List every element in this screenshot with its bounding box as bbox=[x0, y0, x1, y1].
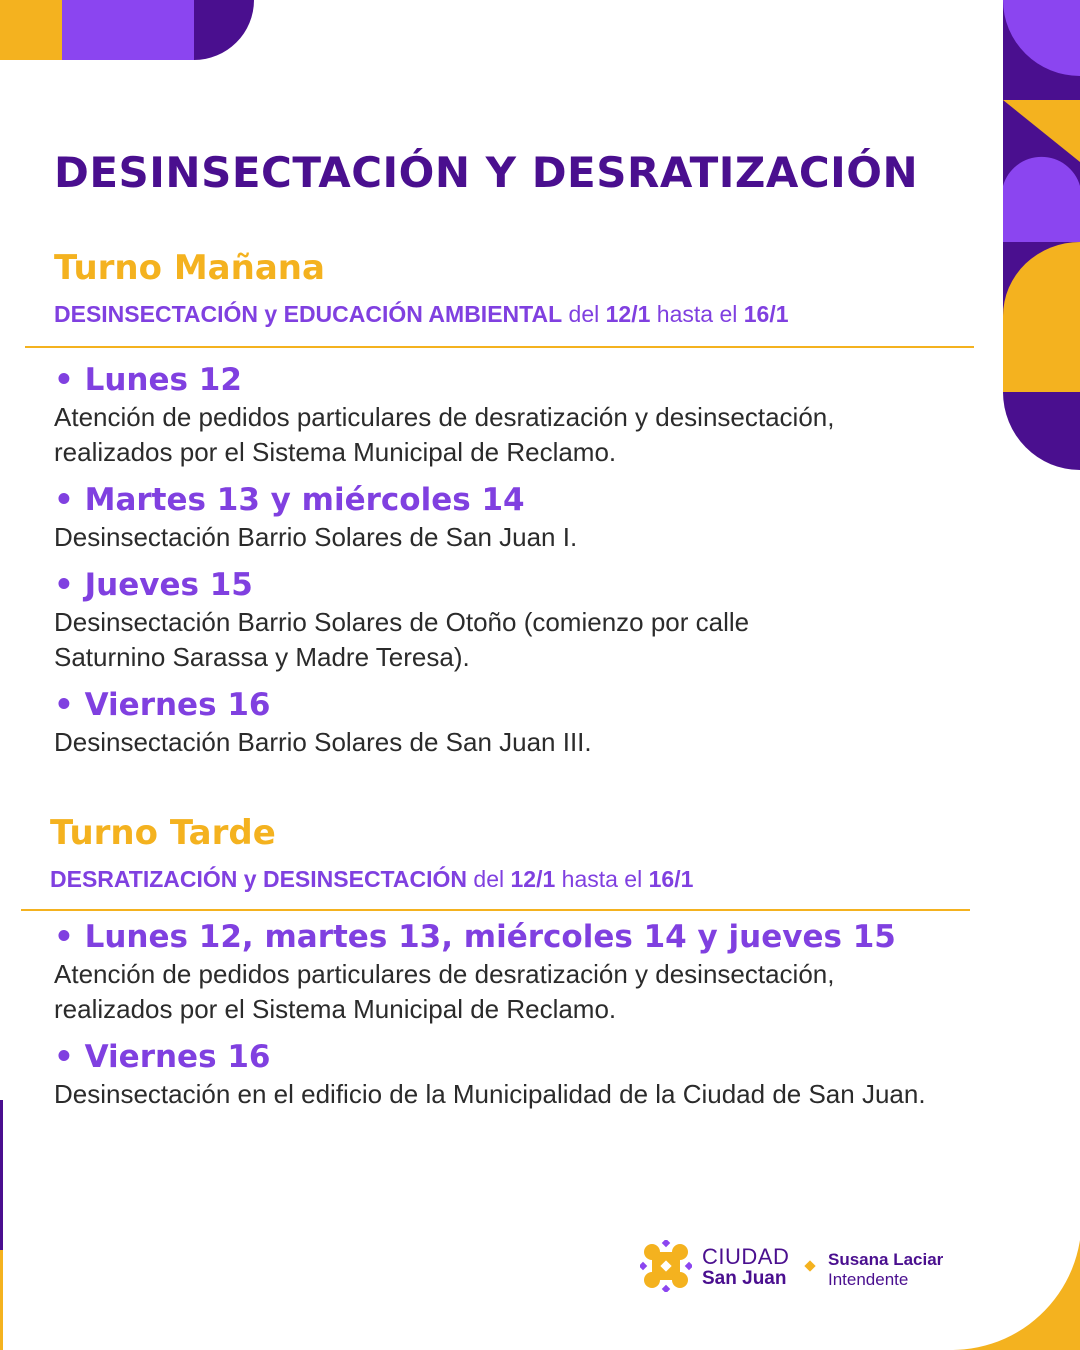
day-title: • Martes 13 y miércoles 14 bbox=[54, 482, 525, 518]
turno-tarde-divider bbox=[21, 909, 970, 911]
description-line: Desinsectación en el edificio de la Municipalidad de la Ciudad de San Juan. bbox=[54, 1079, 926, 1109]
description-line: Desinsectación Barrio Solares de Otoño (comienzo por calle bbox=[54, 607, 750, 637]
separator-diamond-icon bbox=[804, 1260, 815, 1271]
description-line: realizados por el Sistema Municipal de Reclamo. bbox=[54, 994, 617, 1024]
turno-manana-from-word: del bbox=[568, 301, 600, 327]
turno-tarde-program: DESRATIZACIÓN y DESINSECTACIÓN bbox=[50, 866, 468, 892]
day-description bbox=[54, 400, 1044, 470]
day-description bbox=[54, 1077, 1044, 1112]
description-line: Saturnino Sarassa y Madre Teresa). bbox=[54, 642, 470, 672]
turno-manana-program: DESINSECTACIÓN y EDUCACIÓN AMBIENTAL bbox=[54, 301, 563, 327]
ciudad-san-juan-logo-icon bbox=[640, 1240, 692, 1292]
turno-manana-subtitle bbox=[54, 301, 789, 328]
turno-manana-heading: Turno Mañana bbox=[54, 248, 325, 288]
day-title: • Viernes 16 bbox=[54, 687, 271, 723]
description-line: Atención de pedidos particulares de desratización y desinsectación, bbox=[54, 402, 835, 432]
turno-tarde-from-word: del bbox=[473, 866, 505, 892]
day-description bbox=[54, 725, 1044, 760]
day-title: • Jueves 15 bbox=[54, 567, 253, 603]
turno-tarde-until-word: hasta el bbox=[561, 866, 643, 892]
turno-tarde-subtitle bbox=[50, 866, 693, 893]
page-title: DESINSECTACIÓN Y DESRATIZACIÓN bbox=[54, 148, 919, 197]
turno-manana-start-date: 12/1 bbox=[605, 301, 651, 327]
mayor-name: Susana Laciar bbox=[828, 1250, 944, 1269]
description-line: Desinsectación Barrio Solares de San Juan III. bbox=[54, 727, 592, 757]
turno-manana-divider bbox=[25, 346, 974, 348]
turno-manana-end-date: 16/1 bbox=[743, 301, 789, 327]
logo-text-ciudad: CIUDAD bbox=[702, 1244, 790, 1269]
turno-manana-until-word: hasta el bbox=[656, 301, 738, 327]
turno-tarde-start-date: 12/1 bbox=[510, 866, 556, 892]
day-title: • Lunes 12, martes 13, miércoles 14 y jueves 15 bbox=[54, 919, 896, 955]
description-line: Atención de pedidos particulares de desratización y desinsectación, bbox=[54, 959, 835, 989]
day-description bbox=[54, 957, 1044, 1027]
description-line: realizados por el Sistema Municipal de Reclamo. bbox=[54, 437, 617, 467]
turno-tarde-end-date: 16/1 bbox=[648, 866, 694, 892]
day-description bbox=[54, 520, 1044, 555]
decorative-shape-left-bottom bbox=[0, 1100, 6, 1350]
decorative-shapes-top-left bbox=[0, 0, 260, 62]
day-description bbox=[54, 605, 1044, 675]
decorative-shape-bottom-right bbox=[930, 1200, 1080, 1350]
day-title: • Viernes 16 bbox=[54, 1039, 271, 1075]
logo-text-san-juan: San Juan bbox=[702, 1268, 787, 1289]
turno-tarde-heading: Turno Tarde bbox=[50, 813, 276, 853]
description-line: Desinsectación Barrio Solares de San Juan I. bbox=[54, 522, 578, 552]
mayor-role: Intendente bbox=[828, 1270, 909, 1289]
day-title: • Lunes 12 bbox=[54, 362, 242, 398]
